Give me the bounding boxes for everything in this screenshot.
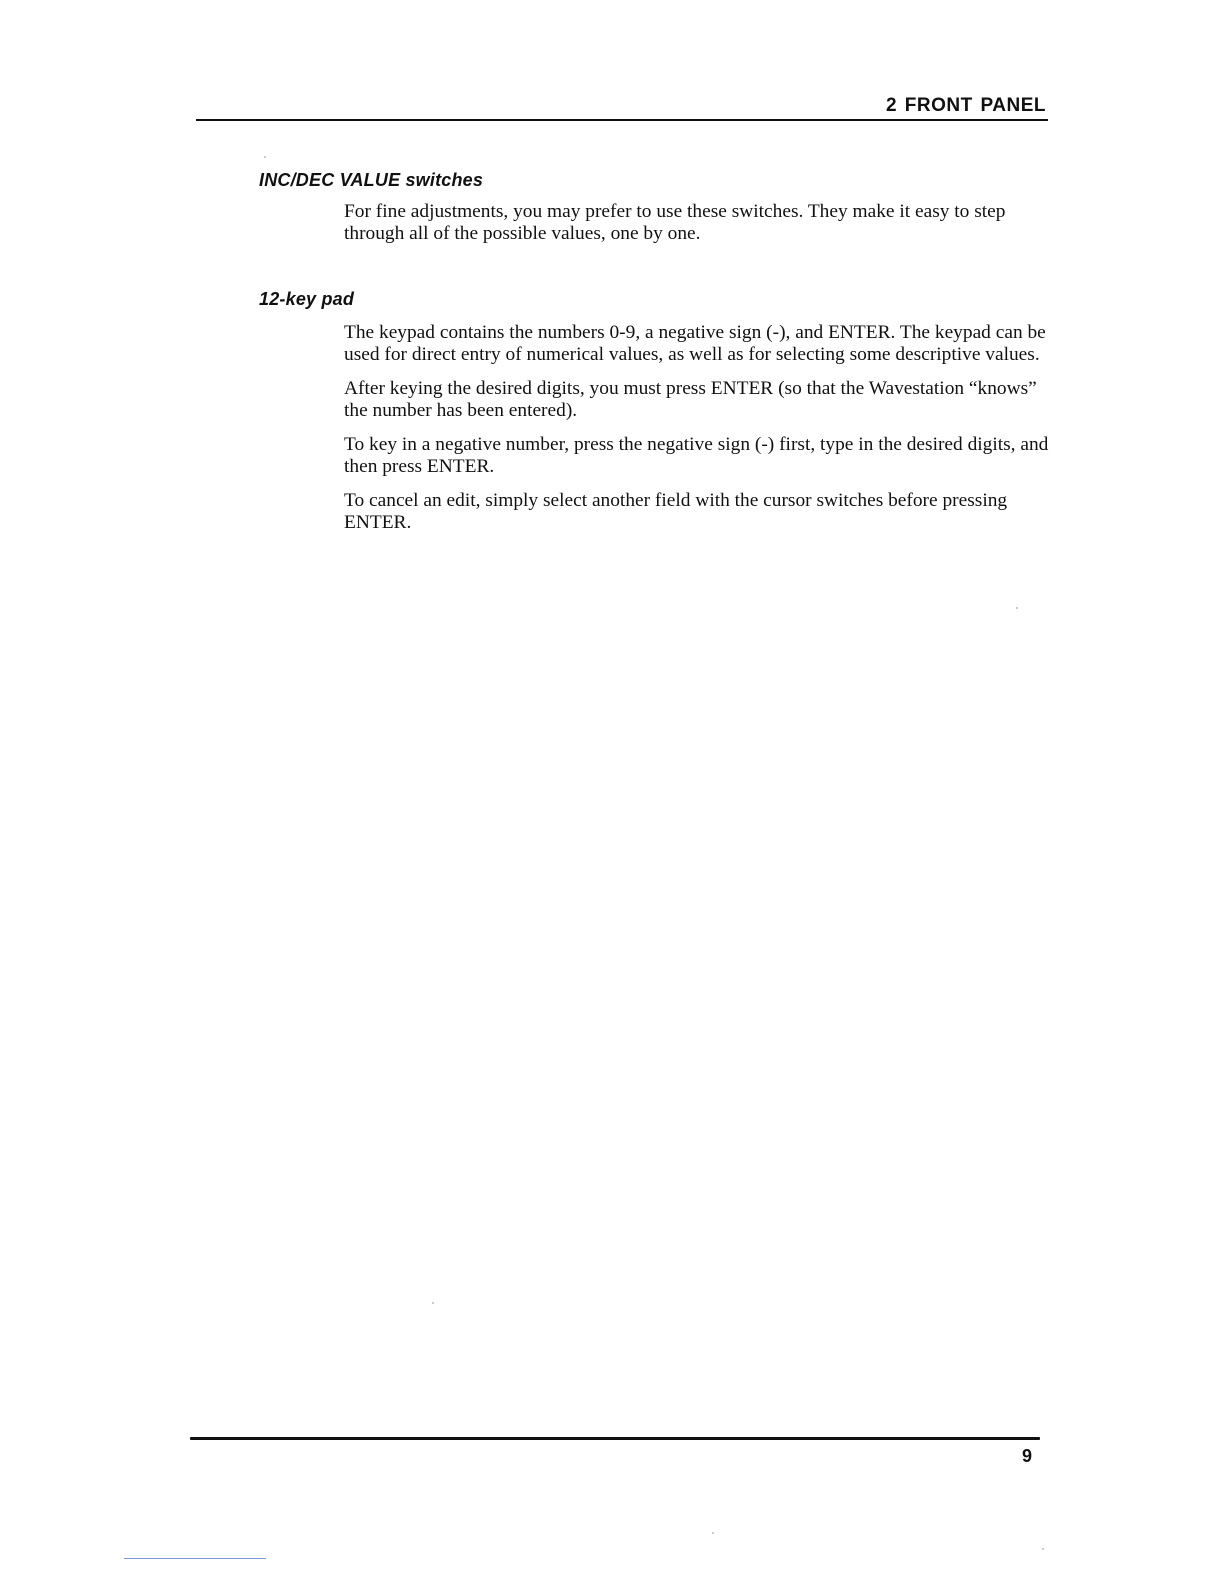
scan-artifact-line — [124, 1558, 266, 1559]
header-rule — [196, 119, 1048, 121]
paragraph: To cancel an edit, simply select another field with the cursor switches before pressing ENTER. — [344, 490, 1008, 533]
scan-speck — [1016, 607, 1018, 609]
section-heading-inc-dec: INC/DEC VALUE switches — [259, 170, 484, 190]
chapter-title: 2 FRONT PANEL — [885, 95, 1046, 116]
paragraph: The keypad contains the numbers 0-9, a negative sign (-), and ENTER. The keypad can be used for direct entry of numerical values, as well as for selecting some descriptive values. — [344, 322, 1046, 365]
scan-speck — [264, 156, 266, 158]
paragraph: For fine adjustments, you may prefer to use these switches. They make it easy to step through all of the possible values, one by one. — [344, 201, 1006, 244]
section-heading-12-key-pad: 12-key pad — [259, 289, 355, 309]
section-body-inc-dec — [344, 201, 1050, 257]
scan-speck — [432, 1302, 434, 1304]
page-header — [0, 0, 1224, 130]
scan-speck — [712, 1532, 714, 1534]
section-body-12-key-pad — [344, 322, 1050, 546]
paragraph: After keying the desired digits, you must press ENTER (so that the Wavestation “knows” the number has been entered). — [344, 378, 1037, 421]
footer-rule — [190, 1437, 1040, 1440]
scan-speck — [1042, 1548, 1044, 1550]
paragraph: To key in a negative number, press the negative sign (-) first, type in the desired digits, and then press ENTER. — [344, 434, 1049, 477]
page-number: 9 — [1021, 1446, 1032, 1466]
